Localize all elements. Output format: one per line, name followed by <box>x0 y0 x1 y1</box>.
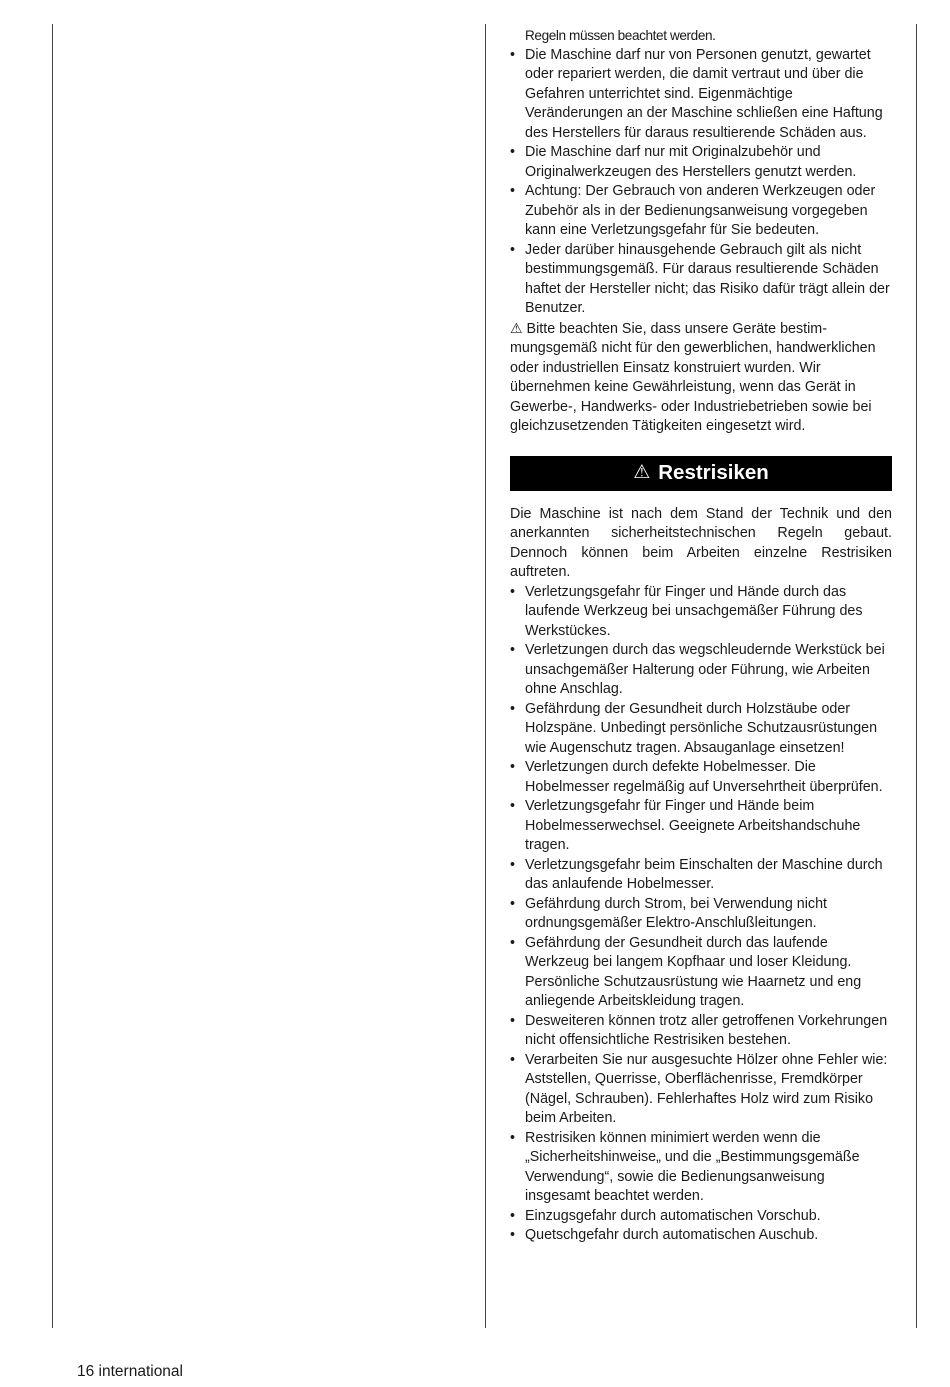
list-item: • Gefährdung durch Strom, bei Verwendung nicht ordnungsgemäßer Elektro-Anschlußleitungen. <box>510 895 892 934</box>
notice-text: Bitte beachten Sie, dass unsere Geräte bestimmungsgemäß nicht für den gewerblichen, handwerklichen oder industriellen Einsatz konstruiert wurden. Wir übernehmen keine Gewährleistung, wenn das Gerät in Gewerbe-, Handwerks- oder Industriebetrieben sowie bei gleichzusetzenden Tätigkeiten eingesetzt wird. <box>510 320 876 434</box>
list-item: • Die Maschine darf nur mit Originalzubehör und Originalwerkzeugen des Herstellers genutzt werden. <box>510 143 892 182</box>
right-column-rule <box>916 24 917 1328</box>
page-footer: 16 international <box>77 1363 183 1380</box>
list-item: • Die Maschine darf nur von Personen genutzt, gewartet oder repariert werden, die damit vertraut und über die Gefahren unterrichtet sind. Eigenmächtige Veränderungen an der Maschine schließen eine Haftung des Herstellers für daraus resultierende Schäden aus. <box>510 46 892 144</box>
list-item: • Einzugsgefahr durch automatischen Vorschub. <box>510 1207 892 1227</box>
warning-triangle-icon: ⚠ <box>510 319 523 336</box>
commercial-use-notice <box>510 319 892 437</box>
section-intro-paragraph: Die Maschine ist nach dem Stand der Technik und den anerkannten sicherheitstechnischen Regeln gebaut. Dennoch können beim Arbeiten einzelne Restrisiken auftreten. <box>510 505 892 580</box>
list-item: • Quetschgefahr durch automatischen Auschub. <box>510 1226 892 1246</box>
section-title: Restrisiken <box>658 461 769 485</box>
list-item: • Gefährdung der Gesundheit durch das laufende Werkzeug bei langem Kopfhaar und loser Kleidung. Persönliche Schutzausrüstung wie Haarnetz und eng anliegende Arbeitskleidung tragen. <box>510 934 892 1012</box>
list-item: • Verletzungen durch defekte Hobelmesser. Die Hobelmesser regelmäßig auf Unversehrtheit überprüfen. <box>510 758 892 797</box>
list-item: • Verletzungsgefahr beim Einschalten der Maschine durch das anlaufende Hobelmesser. <box>510 856 892 895</box>
list-item: • Restrisiken können minimiert werden wenn die „Sicherheitshinweise„ und die „Bestimmungsgemäße Verwendung“, sowie die Bedienungsanweisung insgesamt beachtet werden. <box>510 1129 892 1207</box>
section-header-restrisiken <box>510 456 892 491</box>
continued-line: Regeln müssen beachtet werden. <box>525 28 716 43</box>
center-column-rule <box>485 24 486 1328</box>
warning-triangle-icon: ⚠ <box>633 462 651 484</box>
list-item: • Gefährdung der Gesundheit durch Holzstäube oder Holzspäne. Unbedingt persönliche Schutzausrüstungen wie Augenschutz tragen. Absauganlage einsetzen! <box>510 700 892 759</box>
right-text-column <box>510 26 892 1246</box>
left-column-rule <box>52 24 53 1328</box>
list-item: • Verletzungen durch das wegschleudernde Werkstück bei unsachgemäßer Halterung oder Führung, wie Arbeiten ohne Anschlag. <box>510 641 892 700</box>
intro-bullet-list <box>510 46 892 319</box>
list-item: • Verarbeiten Sie nur ausgesuchte Hölzer ohne Fehler wie: Aststellen, Querrisse, Oberflächenrisse, Fremdkörper (Nägel, Schrauben). Fehlerhaftes Holz wird zum Risiko beim Arbeiten. <box>510 1051 892 1129</box>
list-item: • Desweiteren können trotz aller getroffenen Vorkehrungen nicht offensichtliche Restrisiken bestehen. <box>510 1012 892 1051</box>
list-item: • Achtung: Der Gebrauch von anderen Werkzeugen oder Zubehör als in der Bedienungsanweisung vorgegeben kann eine Verletzungsgefahr für Sie bedeuten. <box>510 182 892 241</box>
list-item: • Verletzungsgefahr für Finger und Hände durch das laufende Werkzeug bei unsachgemäßer Führung des Werkstückes. <box>510 583 892 642</box>
list-item: • Verletzungsgefahr für Finger und Hände beim Hobelmesserwechsel. Geeignete Arbeitshandschuhe tragen. <box>510 797 892 856</box>
residual-risks-list <box>510 583 892 1246</box>
list-item: • Jeder darüber hinausgehende Gebrauch gilt als nicht bestimmungsgemäß. Für daraus resultierende Schäden haftet der Hersteller nicht; das Risiko dafür trägt allein der Benutzer. <box>510 241 892 319</box>
